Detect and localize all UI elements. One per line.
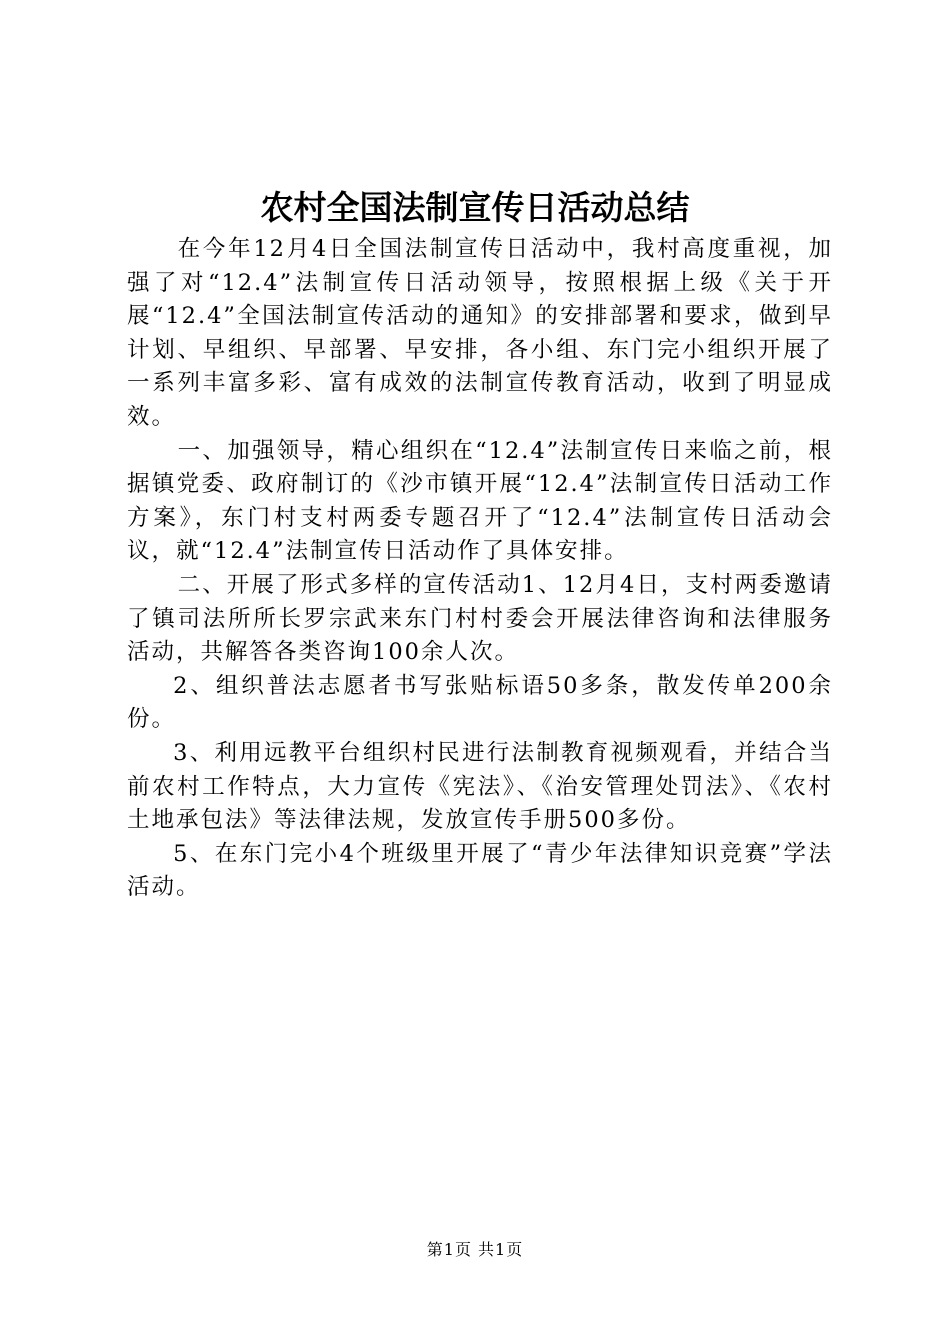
page-footer: 第1页 共1页 (426, 1240, 524, 1259)
document-body (127, 233, 833, 905)
paragraph-leadership: 一、加强领导，精心组织在“12.4”法制宣传日来临之前，根据镇党委、政府制订的《沙市镇开展“12.4”法制宣传日活动工作方案》，东门村支村两委专题召开了“12.4”法制宣传日活动会议，就“12.4”法制宣传日活动作了具体安排。 (127, 437, 833, 565)
paragraph-school-contest: 5、在东门完小4个班级里开展了“青少年法律知识竞赛”学法活动。 (127, 840, 833, 901)
paragraph-activities: 二、开展了形式多样的宣传活动1、12月4日，支村两委邀请了镇司法所所长罗宗武来东门村村委会开展法律咨询和法律服务活动，共解答各类咨询100余人次。 (127, 571, 833, 666)
document-title: 农村全国法制宣传日活动总结 (260, 188, 690, 227)
paragraph-volunteers: 2、组织普法志愿者书写张贴标语50多条，散发传单200余份。 (127, 672, 833, 733)
paragraph-remote-education: 3、利用远教平台组织村民进行法制教育视频观看，并结合当前农村工作特点，大力宣传《宪法》、《治安管理处罚法》、《农村土地承包法》等法律法规，发放宣传手册500多份。 (127, 739, 833, 834)
paragraph-intro: 在今年12月4日全国法制宣传日活动中，我村高度重视，加强了对“12.4”法制宣传日活动领导，按照根据上级《关于开展“12.4”全国法制宣传活动的通知》的安排部署和要求，做到早计划、早组织、早部署、早安排，各小组、东门完小组织开展了一系列丰富多彩、富有成效的法制宣传教育活动，收到了明显成效。 (127, 236, 833, 430)
